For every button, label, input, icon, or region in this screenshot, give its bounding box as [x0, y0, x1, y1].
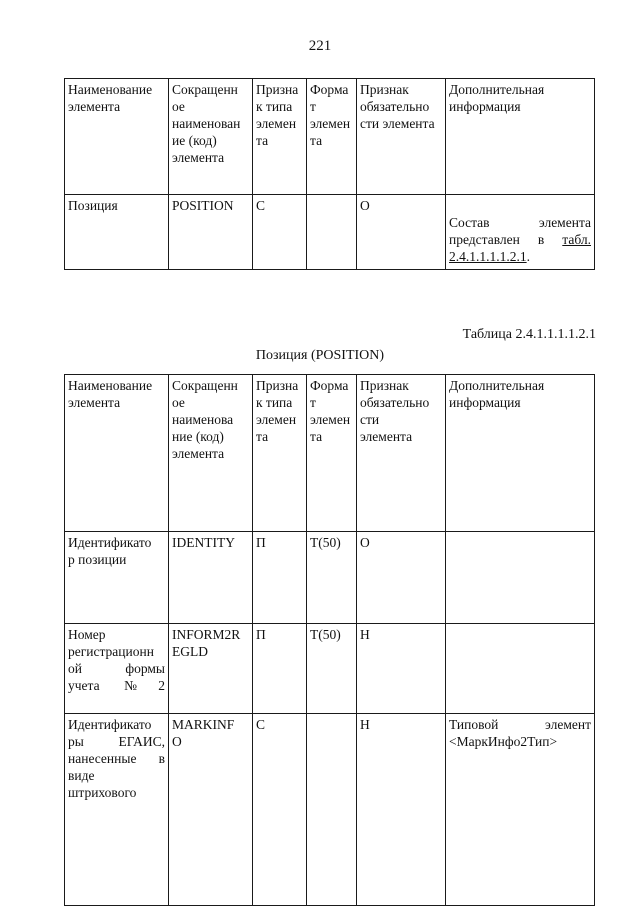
cell-info	[446, 532, 595, 624]
elements-table-position	[64, 374, 595, 906]
cell-required: О	[357, 532, 446, 624]
cell-required: Н	[357, 714, 446, 906]
info-suffix: .	[526, 249, 530, 264]
table-row	[65, 624, 595, 714]
cell-info	[446, 624, 595, 714]
header-type: Призна к типа элемен та	[253, 375, 307, 532]
header-format: Форма т элемен та	[307, 375, 357, 532]
table-title: Позиция (POSITION)	[255, 348, 385, 363]
cell-name: Позиция	[65, 195, 169, 270]
info-prefix: Состав элемента представлен в	[449, 215, 591, 247]
elements-table-top	[64, 78, 595, 270]
cell-info: Типовой элемент <МаркИнфо2Тип>	[446, 714, 595, 906]
table-header-row	[65, 375, 595, 532]
cell-name: Идентификато ры ЕГАИС, нанесенные в виде штрихового	[65, 714, 169, 906]
table-row	[65, 714, 595, 906]
header-code: Сокращенн ое наименован ие (код) элемента	[169, 79, 253, 195]
cell-name: Идентификато р позиции	[65, 532, 169, 624]
header-required: Признак обязательно сти элемента	[357, 79, 446, 195]
header-format: Форма т элемен та	[307, 79, 357, 195]
cell-format: T(50)	[307, 624, 357, 714]
cell-name: Номер регистрационн ой формы учета №2	[65, 624, 169, 714]
cell-format: T(50)	[307, 532, 357, 624]
header-info: Дополнительная информация	[446, 79, 595, 195]
table-row	[65, 195, 595, 270]
cell-type: П	[253, 532, 307, 624]
cell-type: П	[253, 624, 307, 714]
cell-code: MARKINF O	[169, 714, 253, 906]
cell-info	[446, 195, 595, 270]
table-link[interactable]: табл. 2.4.1.1.1.1.2.1	[449, 232, 591, 264]
cell-required: О	[357, 195, 446, 270]
cell-format	[307, 714, 357, 906]
header-code: Сокращенн ое наименова ние (код) элемента	[169, 375, 253, 532]
cell-required: Н	[357, 624, 446, 714]
table-header-row	[65, 79, 595, 195]
header-name: Наименование элемента	[65, 375, 169, 532]
header-type: Призна к типа элемен та	[253, 79, 307, 195]
header-required: Признак обязательно сти элемента	[357, 375, 446, 532]
cell-format	[307, 195, 357, 270]
cell-type: С	[253, 195, 307, 270]
cell-code: IDENTITY	[169, 532, 253, 624]
cell-code: POSITION	[169, 195, 253, 270]
table-row	[65, 532, 595, 624]
page-number: 221	[308, 38, 332, 54]
cell-code: INFORM2R EGLD	[169, 624, 253, 714]
header-name: Наименование элемента	[65, 79, 169, 195]
table-caption: Таблица 2.4.1.1.1.1.2.1	[462, 327, 596, 342]
cell-type: С	[253, 714, 307, 906]
header-info: Дополнительная информация	[446, 375, 595, 532]
